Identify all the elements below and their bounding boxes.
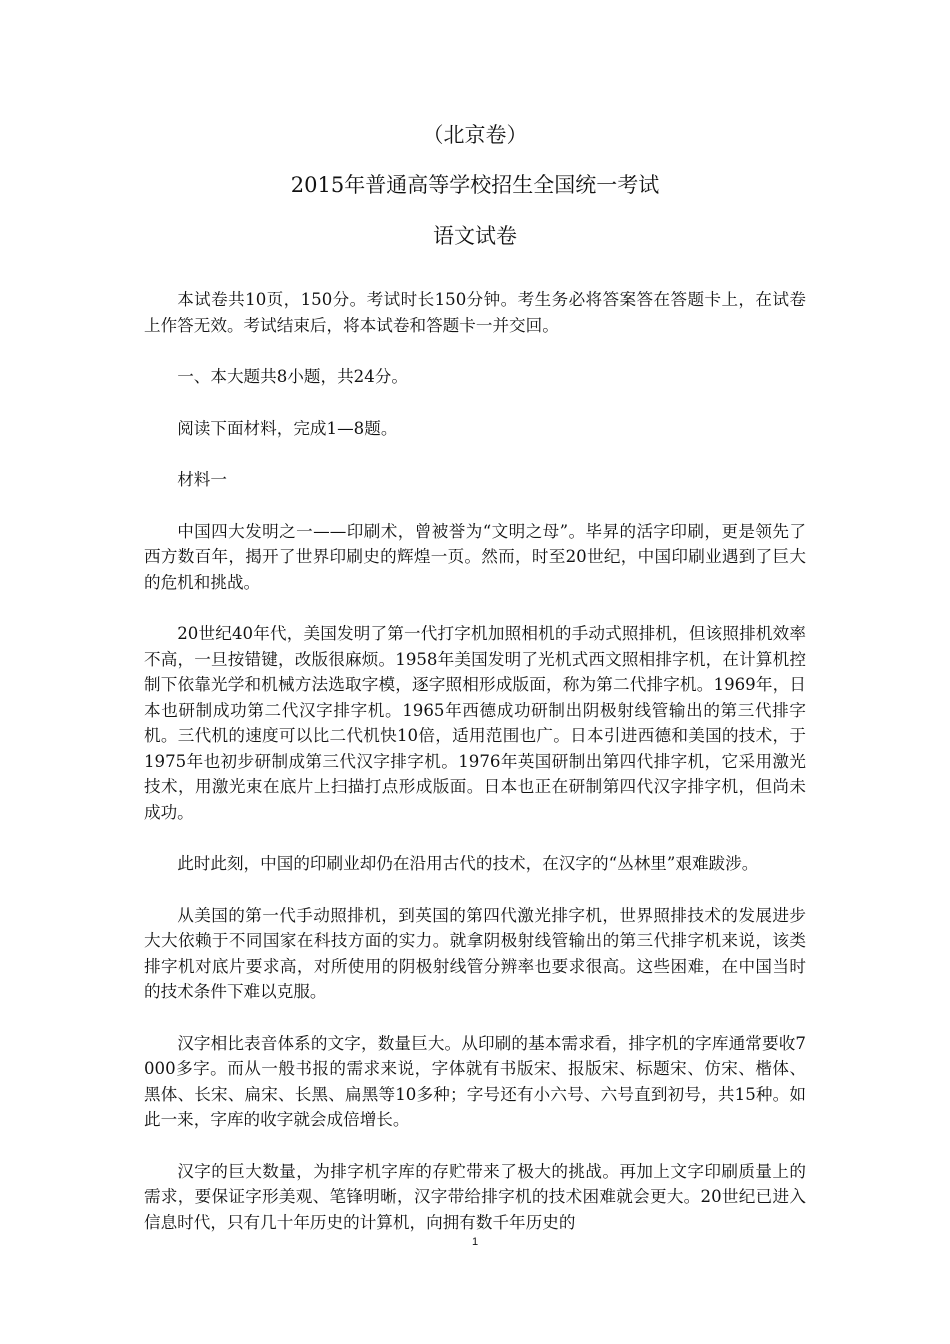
- material-paragraph: 20世纪40年代，美国发明了第一代打字机加照相机的手动式照排机，但该照排机效率不高，一旦按错键，改版很麻烦。1958年美国发明了光机式西文照相排字机，在计算机控制下依靠光学和机械方法选取字模，逐字照相形成版面，称为第二代排字机。1969年，日本也研制成功第二代汉字排字机。1965年西德成功研制出阴极射线管输出的第三代排字机。三代机的速度可以比二代机快10倍，适用范围也广。日本引进西德和美国的技术，于1975年也初步研制成第三代汉字排字机。1976年英国研制出第四代排字机，它采用激光技术，用激光束在底片上扫描打点形成版面。日本也正在研制第四代汉字排字机，但尚未成功。: [144, 624, 806, 822]
- page-number: 1: [471, 1236, 479, 1248]
- instructions-paragraph: 本试卷共10页，150分。考试时长150分钟。考生务必将答案答在答题卡上，在试卷上作答无效。考试结束后，将本试卷和答题卡一并交回。: [144, 290, 806, 335]
- section-heading: 一、本大题共8小题，共24分。: [177, 367, 408, 386]
- subject-title: 语文试卷: [433, 224, 517, 248]
- material-paragraph: 从美国的第一代手动照排机，到英国的第四代激光排字机，世界照排技术的发展进步大大依赖于不同国家在科技方面的实力。就拿阴极射线管输出的第三代排字机来说，该类排字机对底片要求高，对所使用的阴极射线管分辨率也要求很高。这些困难，在中国当时的技术条件下难以克服。: [144, 905, 806, 1001]
- material-paragraph: 此时此刻，中国的印刷业却仍在沿用古代的技术，在汉字的“丛林里”艰难跋涉。: [177, 854, 759, 873]
- material-paragraph: 汉字的巨大数量，为排字机字库的存贮带来了极大的挑战。再加上文字印刷质量上的需求，要保证字形美观、笔锋明晰，汉字带给排字机的技术困难就会更大。20世纪已进入信息时代，只有几十年历史的计算机，向拥有数千年历史的: [144, 1161, 806, 1232]
- exam-title: 2015年普通高等学校招生全国统一考试: [290, 173, 660, 197]
- body-text: [144, 287, 806, 1261]
- material-paragraph: 中国四大发明之一——印刷术，曾被誉为“文明之母”。毕昇的活字印刷，更是领先了西方数百年，揭开了世界印刷史的辉煌一页。然而，时至20世纪，中国印刷业遇到了巨大的危机和挑战。: [144, 521, 806, 592]
- material-paragraph: 汉字相比表音体系的文字，数量巨大。从印刷的基本需求看，排字机的字库通常要收7000多字。而从一般书报的需求来说，字体就有书版宋、报版宋、标题宋、仿宋、楷体、黑体、长宋、扁宋、长黑、扁黑等10多种；字号还有小六号、六号直到初号，共15种。如此一来，字库的收字就会成倍增长。: [144, 1033, 806, 1129]
- reading-instruction: 阅读下面材料，完成1—8题。: [177, 418, 398, 438]
- material-label: 材料一: [177, 470, 227, 489]
- paper-label: （北京卷）: [422, 123, 528, 147]
